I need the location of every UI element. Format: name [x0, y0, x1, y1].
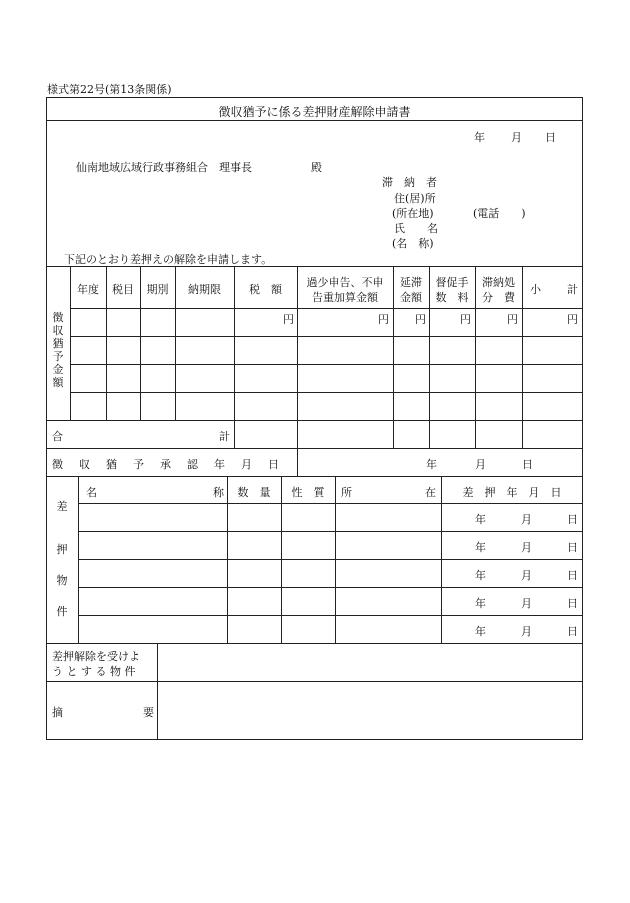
property-side-0: 差 — [56, 500, 68, 513]
prop-header-qty: 数 量 — [237, 486, 271, 499]
prop-date-year: 年 — [475, 541, 486, 554]
approval-label: 徴 収 猶 予 承 認 年 月 日 — [52, 458, 279, 471]
amount-side-label: 徴 収 猶 予 金 額 — [52, 311, 64, 389]
prop-date-day: 日 — [567, 597, 578, 610]
release-label-1: 差押解除を受けよ — [52, 650, 140, 663]
release-label-2: う と す る 物 件 — [52, 665, 136, 678]
yen-unit: 円 — [283, 313, 294, 326]
property-side-2: 物 — [56, 574, 68, 587]
applicant-location: (所在地) — [392, 207, 434, 220]
header-subtotal-2: 計 — [567, 283, 578, 296]
header-year: 年度 — [77, 283, 99, 296]
header-penalty-2: 告重加算金額 — [312, 291, 378, 304]
applicant-name: 氏 名 — [394, 222, 438, 235]
prop-header-name-l: 名 — [86, 486, 97, 499]
total-label-right: 計 — [219, 430, 230, 443]
applicant-title: (名 称) — [392, 237, 434, 250]
prop-header-nature: 性 質 — [291, 486, 325, 499]
divider — [46, 266, 583, 267]
applicant-phone: (電話 ) — [473, 207, 526, 220]
prop-date-day: 日 — [567, 513, 578, 526]
header-disposal-1: 滞納処 — [482, 276, 515, 289]
prop-date-day: 日 — [567, 625, 578, 638]
approval-day: 日 — [522, 458, 533, 471]
property-side-3: 件 — [56, 605, 68, 618]
addressee: 仙南地域広域行政事務組合 理事長 — [76, 161, 252, 174]
prop-header-loc-l: 所 — [341, 486, 352, 499]
divider — [46, 120, 583, 121]
header-tax: 税 額 — [249, 283, 282, 296]
header-disposal-2: 分 費 — [482, 291, 515, 304]
form-reference: 様式第22号(第13条関係) — [47, 83, 172, 96]
statement: 下記のとおり差押えの解除を申請します。 — [64, 253, 273, 266]
header-item: 税目 — [112, 283, 134, 296]
approval-year: 年 — [426, 458, 437, 471]
property-side-1: 押 — [56, 543, 68, 556]
yen-unit: 円 — [378, 313, 389, 326]
prop-date-month: 月 — [521, 513, 532, 526]
form-title: 徴収猶予に係る差押財産解除申請書 — [218, 105, 411, 119]
header-subtotal-1: 小 — [530, 283, 541, 296]
yen-unit: 円 — [567, 313, 578, 326]
applicant-heading: 滞 納 者 — [382, 176, 437, 189]
prop-date-year: 年 — [475, 569, 486, 582]
applicant-address: 住(居)所 — [394, 192, 436, 205]
total-label-left: 合 — [52, 430, 63, 443]
prop-date-month: 月 — [521, 625, 532, 638]
date-day: 日 — [545, 131, 556, 144]
approval-month: 月 — [475, 458, 486, 471]
header-delay-1: 延滞 — [400, 276, 422, 289]
yen-unit: 円 — [507, 313, 518, 326]
yen-unit: 円 — [460, 313, 471, 326]
prop-date-year: 年 — [475, 513, 486, 526]
header-penalty-1: 過少申告、不申 — [306, 276, 384, 289]
prop-date-day: 日 — [567, 541, 578, 554]
honorific: 殿 — [311, 161, 322, 174]
summary-label-left: 摘 — [52, 706, 63, 719]
prop-date-day: 日 — [567, 569, 578, 582]
summary-label-right: 要 — [143, 706, 154, 719]
prop-header-seize-date: 差 押 年 月 日 — [462, 486, 562, 499]
header-delay-2: 金額 — [400, 291, 422, 304]
prop-date-year: 年 — [475, 597, 486, 610]
header-demand-1: 督促手 — [435, 276, 469, 289]
date-month: 月 — [511, 131, 522, 144]
yen-unit: 円 — [415, 313, 426, 326]
prop-date-month: 月 — [521, 569, 532, 582]
header-due: 納期限 — [188, 283, 221, 296]
prop-date-year: 年 — [475, 625, 486, 638]
header-period: 期別 — [146, 283, 169, 296]
date-year: 年 — [474, 131, 485, 144]
prop-header-loc-r: 在 — [425, 486, 436, 499]
prop-header-name-r: 称 — [213, 486, 224, 499]
prop-date-month: 月 — [521, 541, 532, 554]
prop-date-month: 月 — [521, 597, 532, 610]
header-demand-2: 数 料 — [435, 291, 469, 304]
